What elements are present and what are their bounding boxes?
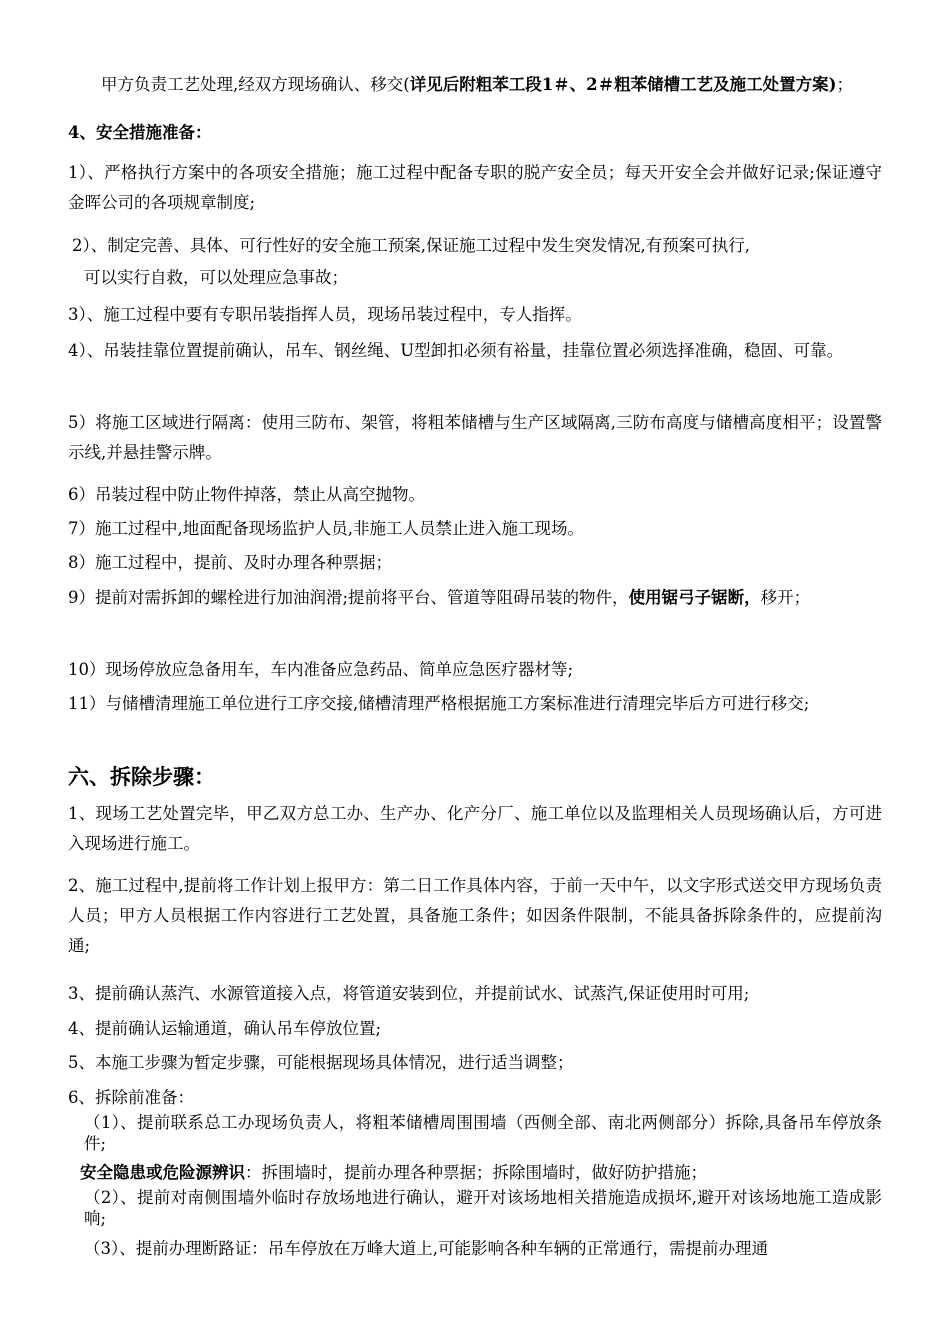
risk-label: 安全隐患或危险源辨识 (80, 1163, 245, 1182)
section-6-heading: 六、拆除步骤： (68, 765, 215, 789)
item-4-9-end: 移开； (760, 588, 811, 607)
item-4-1: 1）、严格执行方案中的各项安全措施；施工过程中配备专职的脱产安全员；每天开安全会并做好记录;保证遵守金晖公司的各项规章制度; (68, 163, 882, 212)
item-4-6: 6）吊装过程中防止物件掉落，禁止从高空抛物。 (68, 485, 425, 504)
item-4-3: 3）、施工过程中要有专职吊装指挥人员，现场吊装过程中，专人指挥。 (68, 305, 582, 324)
item-4-9-text: 9）提前对需拆卸的螺栓进行加油润滑;提前将平台、管道等阻碍吊装的物件， (68, 588, 629, 607)
item-4-4: 4）、吊装挂靠位置提前确认，吊车、钢丝绳、U型卸扣必须有裕量，挂靠位置必须选择准确，稳固、可靠。 (68, 341, 844, 360)
item-4-2b: 可以实行自救，可以处理应急事故； (84, 268, 348, 287)
step-6-4: 4、提前确认运输通道，确认吊车停放位置; (68, 1019, 382, 1038)
intro-bold-text: 详见后附粗苯工段1＃、2＃粗苯储槽工艺及施工处置方案) (409, 75, 837, 94)
step-6-2: 2、施工过程中,提前将工作计划上报甲方：第二日工作具体内容，于前一天中午，以文字形式送交甲方现场负责人员；甲方人员根据工作内容进行工艺处置，具备施工条件；如因条件限制，不能具备拆除条件的，应提前沟通; (68, 876, 882, 955)
intro-paragraph (68, 74, 882, 95)
step-6-5: 5、本施工步骤为暂定步骤，可能根据现场具体情况，进行适当调整； (68, 1053, 574, 1072)
step-6-6: 6、拆除前准备： (68, 1088, 194, 1107)
risk-identification (80, 1162, 882, 1183)
section-4-heading: 4、安全措施准备： (68, 123, 212, 142)
intro-text: 甲方负责工艺处理,经双方现场确认、移交( (101, 75, 410, 94)
item-4-11: 11）与储槽清理施工单位进行工序交接,储槽清理严格根据施工方案标准进行清理完毕后方可进行移交; (68, 694, 810, 713)
step-6-6-2: （2）、提前对南侧围墙外临时存放场地进行确认，避开对该场地相关措施造成损坏,避开对该场地施工造成影响; (84, 1188, 882, 1228)
item-4-5: 5）将施工区域进行隔离：使用三防布、架管，将粗苯储槽与生产区域隔离,三防布高度与储槽高度相平；设置警示线,并悬挂警示牌。 (68, 413, 882, 462)
item-4-8: 8）施工过程中，提前、及时办理各种票据； (68, 553, 392, 572)
step-6-6-1: （1）、提前联系总工办现场负责人，将粗苯储槽周围围墙（西侧全部、南北两侧部分）拆除,具备吊车停放条件; (84, 1113, 882, 1153)
step-6-1: 1、现场工艺处置完毕，甲乙双方总工办、生产办、化产分厂、施工单位以及监理相关人员现场确认后，方可进入现场进行施工。 (68, 804, 882, 853)
intro-end: ； (836, 75, 853, 94)
risk-text: ：拆围墙时，提前办理各种票据；拆除围墙时，做好防护措施； (245, 1163, 707, 1182)
item-4-7: 7）施工过程中,地面配备现场监护人员,非施工人员禁止进入施工现场。 (68, 519, 584, 538)
step-6-6-3: （3）、提前办理断路证：吊车停放在万峰大道上,可能影响各种车辆的正常通行，需提前办理通 (84, 1239, 768, 1258)
item-4-9 (68, 583, 882, 613)
step-6-3: 3、提前确认蒸汽、水源管道接入点，将管道安装到位，并提前试水、试蒸汽,保证使用时可用; (68, 984, 750, 1003)
item-4-9-bold: 使用锯弓子锯断， (628, 588, 761, 607)
item-4-10: 10）现场停放应急备用车，车内准备应急药品、简单应急医疗器材等; (68, 660, 574, 679)
item-4-2a: 2）、制定完善、具体、可行性好的安全施工预案,保证施工过程中发生突发情况,有预案可执行, (72, 236, 750, 255)
